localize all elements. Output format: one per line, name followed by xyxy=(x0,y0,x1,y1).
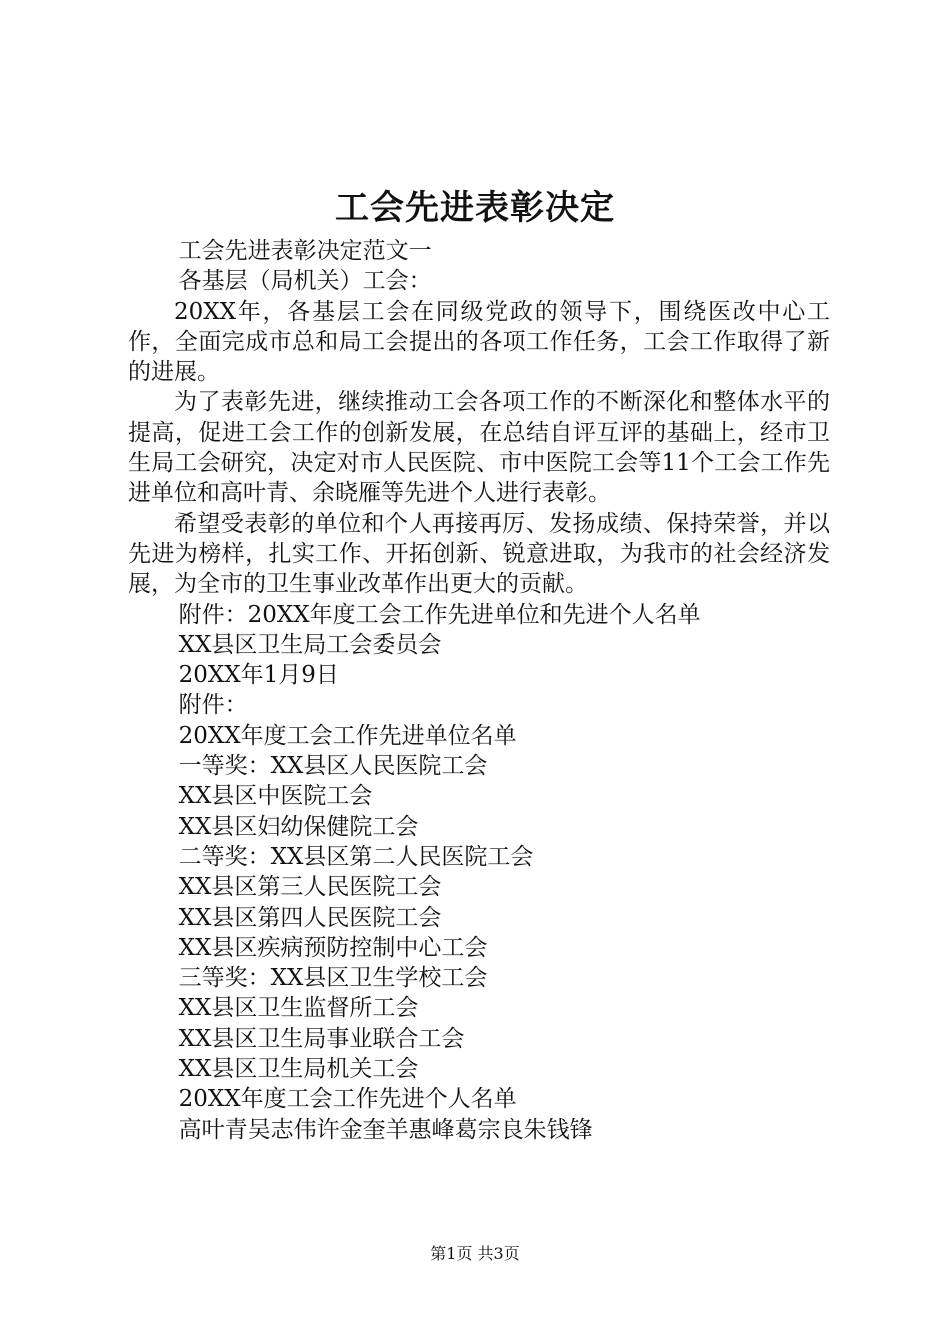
page-footer: 第1页 共3页 xyxy=(430,1244,520,1263)
award-line: XX县区疾病预防控制中心工会 xyxy=(178,934,488,961)
award-line: XX县区中医院工会 xyxy=(178,783,373,810)
document-body xyxy=(128,236,830,1145)
attachment-note: 附件：20XX年度工会工作先进单位和先进个人名单 xyxy=(178,601,701,628)
paragraph-3: 希望受表彰的单位和个人再接再厉、发扬成绩、保持荣誉，并以先进为榜样，扎实工作、开拓创新、锐意进取，为我市的社会经济发展，为全市的卫生事业改革作出更大的贡献。 xyxy=(128,510,830,598)
attachment-label: 附件： xyxy=(178,692,248,719)
date: 20XX年1月9日 xyxy=(178,662,339,689)
award-line: XX县区卫生监督所工会 xyxy=(178,995,419,1022)
award-line: XX县区卫生局事业联合工会 xyxy=(178,1025,465,1052)
award-line: 一等奖：XX县区人民医院工会 xyxy=(178,753,488,780)
document-title: 工会先进表彰决定 xyxy=(335,188,615,228)
paragraph-1: 20XX年，各基层工会在同级党政的领导下，围绕医改中心工作，全面完成市总和局工会提出的各项工作任务，工会工作取得了新的进展。 xyxy=(128,298,830,386)
paragraph-2: 为了表彰先进，继续推动工会各项工作的不断深化和整体水平的提高，促进工会工作的创新发展，在总结自评互评的基础上，经市卫生局工会研究，决定对市人民医院、市中医院工会等11个工会工作先进单位和高叶青、余晓雁等先进个人进行表彰。 xyxy=(128,389,830,507)
document-heading: 工会先进表彰决定范文一 xyxy=(178,238,432,264)
individuals-list-title: 20XX年度工会工作先进个人名单 xyxy=(178,1086,517,1113)
award-line: 三等奖：XX县区卫生学校工会 xyxy=(178,965,488,992)
award-line: XX县区卫生局机关工会 xyxy=(178,1056,419,1083)
award-line: XX县区第三人民医院工会 xyxy=(178,874,442,901)
units-list-title: 20XX年度工会工作先进单位名单 xyxy=(178,722,517,749)
signer: XX县区卫生局工会委员会 xyxy=(178,631,442,658)
award-line: XX县区第四人民医院工会 xyxy=(178,904,442,931)
award-line: XX县区妇幼保健院工会 xyxy=(178,813,419,840)
salutation: 各基层（局机关）工会： xyxy=(178,268,432,295)
award-line: 二等奖：XX县区第二人民医院工会 xyxy=(178,843,534,870)
individuals-names: 高叶青吴志伟许金奎羊惠峰葛宗良朱钱锋 xyxy=(178,1116,593,1143)
